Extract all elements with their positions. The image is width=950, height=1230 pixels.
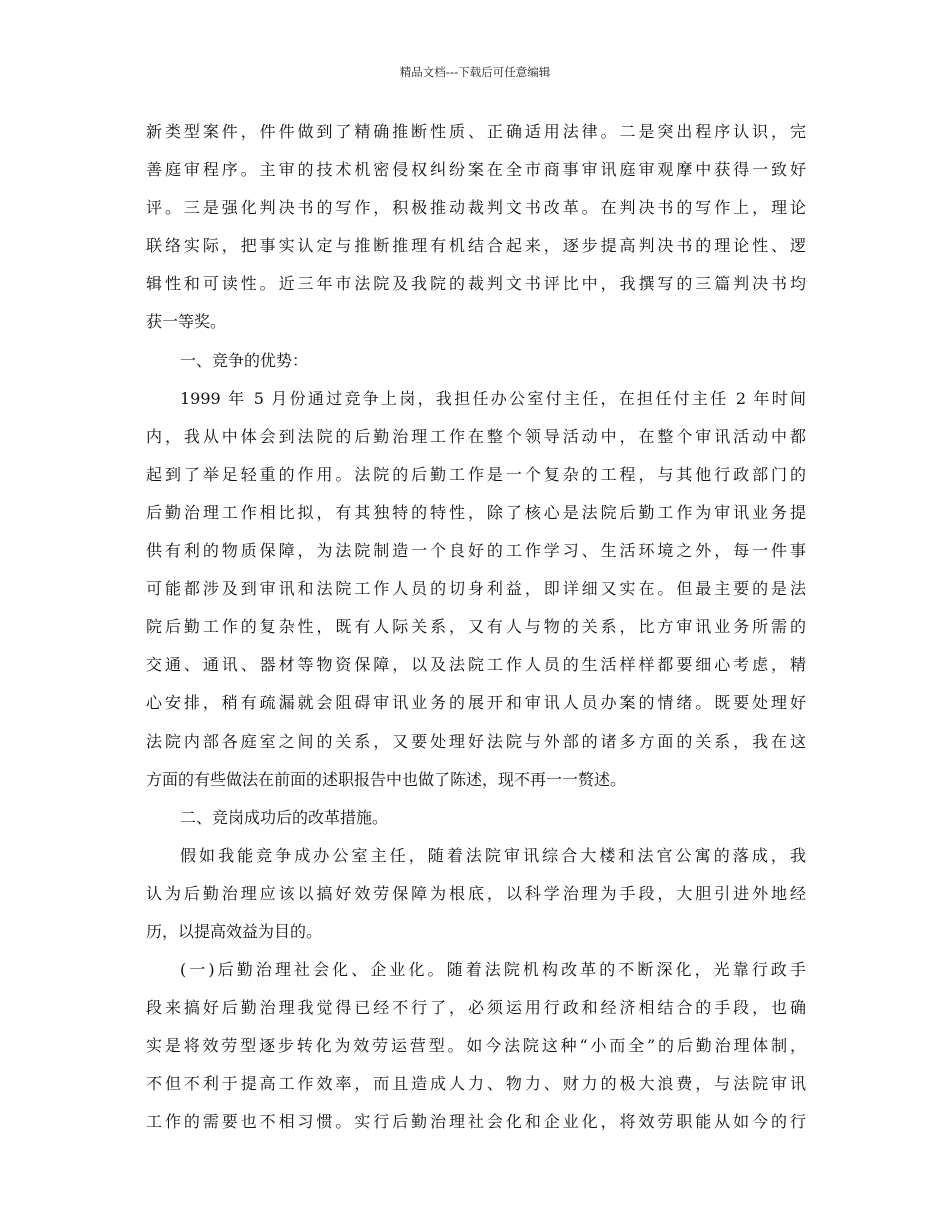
section-heading: 二、竞岗成功后的改革措施。 [180, 807, 389, 827]
text-line: 新类型案件，件件做到了精确推断性质、正确适用法律。二是突出程序认识，完 [146, 122, 806, 141]
document-body [146, 113, 806, 1142]
text-line: 工作的需要也不相习惯。实行后勤治理社会化和企业化，将效劳职能从如今的行 [146, 1112, 806, 1132]
text-line: 段来搞好后勤治理我觉得已经不行了，必须运用行政和经济相结合的手段，也确 [146, 998, 806, 1018]
text-line: 可能都涉及到审讯和法院工作人员的切身利益，即详细又实在。但最主要的是法 [146, 579, 806, 599]
text-line: 后勤治理工作相比拟，有其独特的特性，除了核心是法院后勤工作为审讯业务提 [146, 502, 806, 522]
page-header: 精品文档---下载后可任意编辑 [399, 65, 551, 79]
text-line: 心安排，稍有疏漏就会阻碍审讯业务的展开和审讯人员办案的情绪。既要处理好 [146, 693, 806, 713]
text-line: 不但不利于提高工作效率，而且造成人力、物力、财力的极大浪费，与法院审讯 [146, 1074, 806, 1094]
text-line: 法院内部各庭室之间的关系，又要处理好法院与外部的诸多方面的关系，我在这 [146, 731, 806, 751]
text-line: 方面的有些做法在前面的述职报告中也做了陈述，现不再一一赘述。 [146, 769, 627, 789]
text-line: 供有利的物质保障，为法院制造一个良好的工作学习、生活环境之外，每一件事 [146, 541, 806, 561]
text-line: 联络实际，把事实认定与推断推理有机结合起来，逐步提高判决书的理论性、逻 [146, 236, 806, 256]
text-line: 起到了举足轻重的作用。法院的后勤工作是一个复杂的工程，与其他行政部门的 [146, 464, 806, 484]
text-line: 辑性和可读性。近三年市法院及我院的裁判文书评比中，我撰写的三篇判决书均 [146, 274, 806, 294]
text-line: (一)后勤治理社会化、企业化。随着法院机构改革的不断深化，光靠行政手 [180, 960, 806, 980]
text-line: 认为后勤治理应该以搞好效劳保障为根底，以科学治理为手段，大胆引进外地经 [146, 883, 806, 903]
text-line: 实是将效劳型逐步转化为效劳运营型。如今法院这种“小而全”的后勤治理体制， [146, 1036, 806, 1056]
text-line: 善庭审程序。主审的技术机密侵权纠纷案在全市商事审讯庭审观摩中获得一致好 [146, 160, 806, 180]
text-line: 获一等奖。 [146, 312, 227, 332]
text-line: 评。三是强化判决书的写作，积极推动裁判文书改革。在判决书的写作上，理论 [146, 198, 806, 218]
text-line: 交通、通讯、器材等物资保障，以及法院工作人员的生活样样都要细心考虑，精 [146, 655, 806, 675]
text-line: 院后勤工作的复杂性，既有人际关系，又有人与物的关系，比方审讯业务所需的 [146, 617, 806, 637]
text-line: 假如我能竞争成办公室主任，随着法院审讯综合大楼和法官公寓的落成，我 [180, 845, 806, 865]
section-heading: 一、竞争的优势： [180, 350, 309, 370]
text-line: 历，以提高效益为目的。 [146, 921, 323, 941]
text-line: 1999 年 5 月份通过竞争上岗，我担任办公室付主任，在担任付主任 2 年时间 [180, 388, 806, 408]
text-line: 内，我从中体会到法院的后勤治理工作在整个领导活动中，在整个审讯活动中都 [146, 426, 806, 446]
